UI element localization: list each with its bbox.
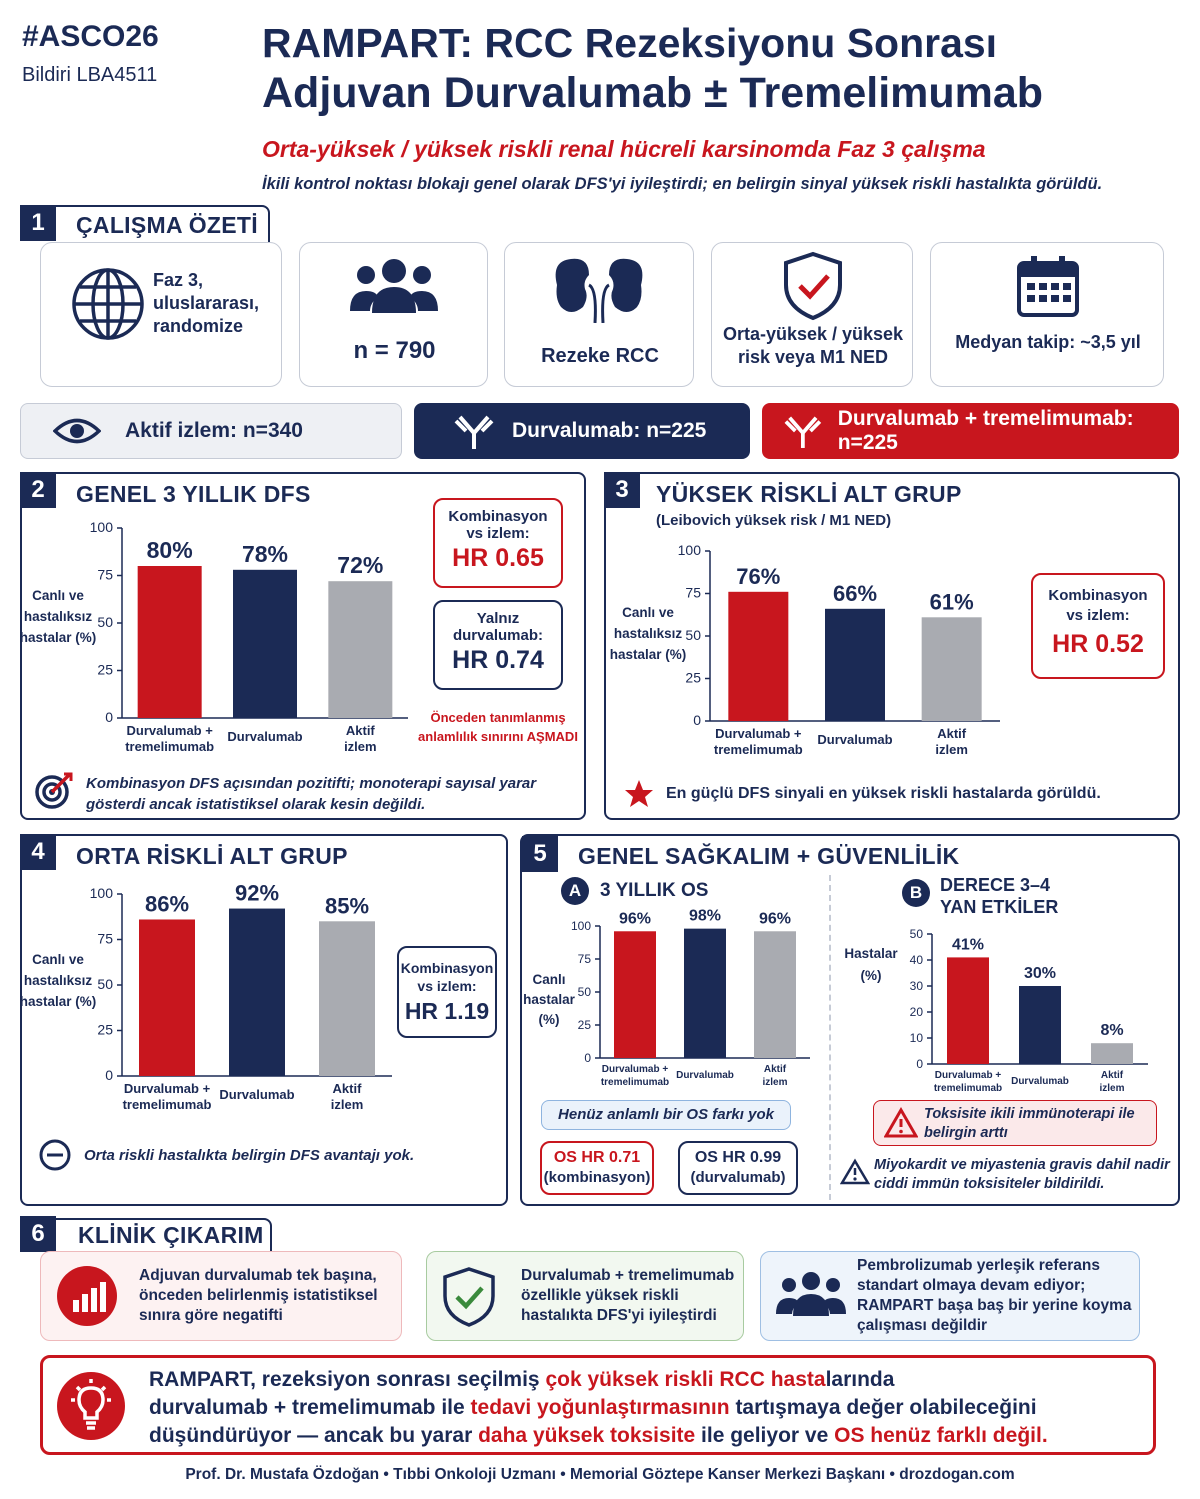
arm-durvalumab-label: Durvalumab: n=225 [512,419,707,442]
card-risk [711,242,913,387]
category-label: tremelimumab [933,1083,1003,1094]
hr-value: OS HR 0.99 [694,1149,782,1166]
section-4-number: 4 [20,834,56,870]
takeaway-2 [426,1251,744,1341]
y-tick-label: 25 [685,669,701,686]
os-ylabel: Canlı hastalar (%) [523,972,575,1027]
y-tick-label: 10 [909,1031,923,1045]
conclusion-segment: tartışmaya değer olabileceğini [729,1396,1037,1419]
hr-intermediate-box [397,946,497,1038]
data-label: 8% [1100,1022,1124,1040]
s2-ylabel: Canlı ve hastalıksız hastalar (%) [19,588,97,645]
data-label: 66% [832,580,878,606]
chart-overall-dfs [90,518,420,766]
toxicity-warning-text: Toksisite ikili immünoterapi ile belirgin arttı [924,1106,1135,1141]
category-label: Aktif [1100,1070,1124,1081]
footer-credit: Prof. Dr. Mustafa Özdoğan • Tıbbi Onkoloji Uzmanı • Memorial Göztepe Kanser Merkezi Başkanı • drozdogan.com [185,1466,1015,1483]
y-tick-label: 25 [97,661,113,678]
arm-observation [20,403,402,459]
bar [328,581,392,718]
section-1-title: ÇALIŞMA ÖZETİ [76,212,258,238]
bar [947,957,989,1064]
section-4-title: ORTA RİSKLİ ALT GRUP [76,843,348,869]
page-title [262,18,1043,118]
minus-circle-icon [38,1138,72,1172]
calendar-icon [1015,253,1081,319]
card-design-text: Faz 3, uluslararası, randomize [153,270,260,336]
category-label: Durvalumab [1011,1076,1069,1087]
ae-footnote: Miyokardit ve miyastenia gravis dahil nadir ciddi immün toksisiteler bildirildi. [874,1157,1170,1192]
data-label: 92% [234,882,280,906]
category-label: Durvalumab [817,732,893,747]
data-label: 85% [324,893,370,919]
arm-combination [762,403,1179,459]
abstract-id: Bildiri LBA4511 [22,64,158,86]
ae-ylabel: Hastalar (%) [844,946,898,983]
y-tick-label: 0 [584,1051,591,1065]
os-note: Henüz anlamlı bir OS farkı yok [541,1100,791,1130]
section-1-number: 1 [20,205,56,241]
category-label: Durvalumab [676,1070,734,1081]
conclusion-segment: düşündürüyor — ancak bu yarar [149,1424,479,1447]
card-followup-text: Medyan takip: ~3,5 yıl [955,332,1141,352]
category-label: izlem [344,739,377,754]
section-2-number: 2 [20,472,56,508]
y-tick-label: 75 [685,584,701,601]
y-tick-label: 40 [909,953,923,967]
people-icon [348,257,440,315]
warning-icon [840,1158,870,1186]
data-label: 76% [736,563,781,589]
hr-value: HR 1.19 [404,998,490,1024]
data-label: 96% [618,910,652,928]
antibody-icon [454,411,494,451]
arm-durvalumab [414,403,750,459]
card-followup [930,242,1164,387]
hr-value: HR 0.74 [452,646,544,674]
badge-b: B [902,879,930,907]
section-3-subtitle: (Leibovich yüksek risk / M1 NED) [656,512,892,529]
conclusion-segment: daha yüksek toksisite [478,1424,696,1447]
y-tick-label: 75 [97,566,113,583]
y-tick-label: 50 [97,976,113,992]
y-tick-label: 50 [685,627,701,643]
hashtag: #ASCO26 [22,20,159,53]
toxicity-warning [873,1100,1157,1146]
y-tick-label: 100 [90,885,113,901]
ae-title-line-2: YAN ETKİLER [940,897,1059,917]
hr-label: durvalumab: [452,627,543,644]
hr-label: (kombinasyon) [543,1169,651,1186]
card-design [40,242,282,387]
hr-label: Kombinasyon [400,960,494,976]
hr-value: HR 0.65 [452,544,544,572]
category-label: izlem [1099,1083,1125,1094]
shield-check-icon [782,251,844,321]
takeaway-3-text: Pembrolizumab yerleşik referans standart olmaya devam ediyor; RAMPART başa baş bir yerine koyma çalışması değildir [857,1257,1132,1334]
s4-ylabel: Canlı ve hastalıksız hastalar (%) [19,952,97,1009]
bar [922,617,982,721]
chart-down-icon [57,1266,117,1326]
bar [825,609,885,721]
section-6-title: KLİNİK ÇIKARIM [78,1222,264,1248]
y-tick-label: 100 [570,919,591,933]
eye-icon [53,416,101,446]
data-label: 96% [758,910,792,928]
y-tick-label: 50 [909,927,923,941]
category-label: tremelimumab [600,1077,670,1088]
section-3-number: 3 [604,472,640,508]
arm-combination-label: Durvalumab + tremelimumab: n=225 [837,407,1134,454]
bar [139,919,195,1076]
globe-icon [69,265,147,343]
lightbulb-icon [57,1372,125,1440]
star-icon [624,779,654,809]
y-tick-label: 0 [105,709,113,725]
s4-footnote: Orta riskli hastalıkta belirgin DFS avantajı yok. [84,1147,415,1164]
y-tick-label: 100 [90,519,113,535]
hr-label: (durvalumab) [690,1169,786,1186]
hr-high-risk-box [1031,573,1165,679]
os-title: 3 YILLIK OS [600,880,709,901]
target-icon [34,770,74,810]
hr-durvalumab-box [433,600,563,690]
conclusion-segment: ile geliyor ve [695,1424,835,1447]
divider [829,875,831,1200]
chart-intermediate-dfs [90,882,400,1122]
s2-footnote: Kombinasyon DFS açısından pozitifti; monoterapi sayısal yarar gösterdi ancak istatistiksel olarak kesin değildi. [86,775,537,813]
antibody-icon [784,411,822,451]
y-tick-label: 20 [909,1005,923,1019]
hr-label: vs izlem: [466,525,530,542]
category-label: tremelimumab [122,1097,212,1112]
data-label: 61% [929,589,974,615]
category-label: Durvalumab + [123,1081,211,1096]
y-tick-label: 50 [577,985,591,999]
category-label: tremelimumab [713,742,803,757]
data-label: 98% [688,907,722,925]
hr-label: Yalnız [476,610,520,627]
badge-a: A [561,877,589,905]
category-label: Durvalumab + [715,726,802,741]
bar [138,566,202,718]
data-label: 41% [951,936,985,954]
category-label: izlem [330,1097,364,1112]
conclusion-segment: OS henüz farklı değil. [834,1424,1048,1447]
s3-footnote: En güçlü DFS sinyali en yüksek riskli hastalarda görüldü. [666,785,1101,802]
bar [728,592,788,721]
conclusion-box [40,1355,1156,1455]
bar [1091,1043,1133,1064]
takeaway-1 [40,1251,402,1341]
category-label: izlem [762,1077,788,1088]
title-line-1: RAMPART: RCC Rezeksiyonu Sonrası [262,20,998,66]
arm-observation-label: Aktif izlem: n=340 [125,419,303,442]
hr-value: OS HR 0.71 [553,1149,641,1166]
y-tick-label: 30 [909,979,923,993]
summary: İkili kontrol noktası blokajı genel olarak DFS'yi iyileştirdi; en belirgin sinyal yüksek riskli hastalıkta görüldü. [262,175,1103,193]
category-label: Durvalumab [227,729,303,744]
title-line-2: Adjuvan Durvalumab ± Tremelimumab [262,69,1044,117]
bar [684,929,726,1058]
kidney-icon [549,255,649,323]
section-5-title: GENEL SAĞKALIM + GÜVENLİLİK [578,843,960,869]
conclusion-segment: RAMPART, rezeksiyon sonrası seçilmiş [149,1368,546,1391]
data-label: 72% [337,552,384,579]
y-tick-label: 25 [97,1021,113,1038]
bar [233,570,297,718]
category-label: Durvalumab [219,1087,295,1102]
y-tick-label: 0 [916,1057,923,1071]
s2-significance-note: Önceden tanımlanmış anlamlılık sınırını AŞMADI [418,710,578,744]
hr-value: HR 0.52 [1052,630,1144,658]
subtitle: Orta-yüksek / yüksek riskli renal hücreli karsinomda Faz 3 çalışma [262,136,986,162]
category-label: Aktif [332,1081,362,1096]
y-tick-label: 100 [678,542,701,558]
hr-label: Kombinasyon [1048,587,1148,604]
card-rcc [504,242,694,387]
data-label: 86% [144,891,190,917]
s3-ylabel: Canlı ve hastalıksız hastalar (%) [609,605,687,662]
bar [229,909,285,1076]
card-risk-text: Orta-yüksek / yüksek risk veya M1 NED [722,324,904,367]
section-2-title: GENEL 3 YILLIK DFS [76,481,311,507]
conclusion-text [149,1366,1149,1450]
data-label: 80% [146,537,193,563]
takeaway-3 [760,1251,1140,1341]
category-label: Durvalumab + [126,723,213,738]
section-5-number: 5 [522,836,558,872]
ae-title [940,874,1058,918]
data-label: 78% [241,540,289,567]
people-icon [775,1270,847,1318]
chart-os [568,906,816,1096]
ae-title-line-1: DERECE 3–4 [940,875,1051,895]
y-tick-label: 0 [105,1067,113,1083]
category-label: Durvalumab + [934,1070,1002,1081]
category-label: Aktif [763,1064,787,1075]
takeaway-2-text: Durvalumab + tremelimumab özellikle yüksek riskli hastalıkta DFS'yi iyileştirdi [521,1267,735,1324]
hr-label: Kombinasyon [448,508,548,525]
card-n-text: n = 790 [353,337,436,364]
os-hr-combination [540,1141,654,1195]
hr-label: vs izlem: [1066,607,1130,624]
warning-icon [884,1107,918,1139]
category-label: Aktif [345,723,375,738]
chart-high-risk-dfs [678,541,1008,765]
category-label: Aktif [937,726,967,741]
y-tick-label: 0 [693,712,701,728]
conclusion-segment: çok yüksek riskli RCC hasta [545,1368,826,1391]
section-3-title: YÜKSEK RİSKLİ ALT GRUP [656,481,962,507]
category-label: tremelimumab [125,739,215,754]
conclusion-segment: larında [825,1368,895,1391]
card-rcc-text: Rezeke RCC [541,345,659,367]
card-n [299,242,488,387]
y-tick-label: 25 [577,1018,591,1032]
bar [754,931,796,1058]
y-tick-label: 75 [97,930,113,947]
hr-label: vs izlem: [417,978,477,994]
section-6-number: 6 [20,1216,56,1252]
data-label: 30% [1023,965,1057,982]
shield-check-icon [441,1266,497,1328]
conclusion-segment: durvalumab + tremelimumab ile [149,1396,471,1419]
bar [1019,986,1061,1064]
hr-combination-box [433,498,563,588]
os-hr-durvalumab [678,1141,798,1195]
conclusion-segment: tedavi yoğunlaştırmasının [470,1396,730,1419]
category-label: Durvalumab + [601,1064,669,1075]
bar [614,931,656,1058]
takeaway-1-text: Adjuvan durvalumab tek başına, önceden belirlenmiş istatistiksel sınıra göre negatifti [139,1267,378,1324]
y-tick-label: 50 [97,614,113,630]
chart-adverse-events [898,920,1156,1096]
category-label: izlem [935,742,968,757]
y-tick-label: 75 [577,952,591,966]
bar [319,921,375,1076]
